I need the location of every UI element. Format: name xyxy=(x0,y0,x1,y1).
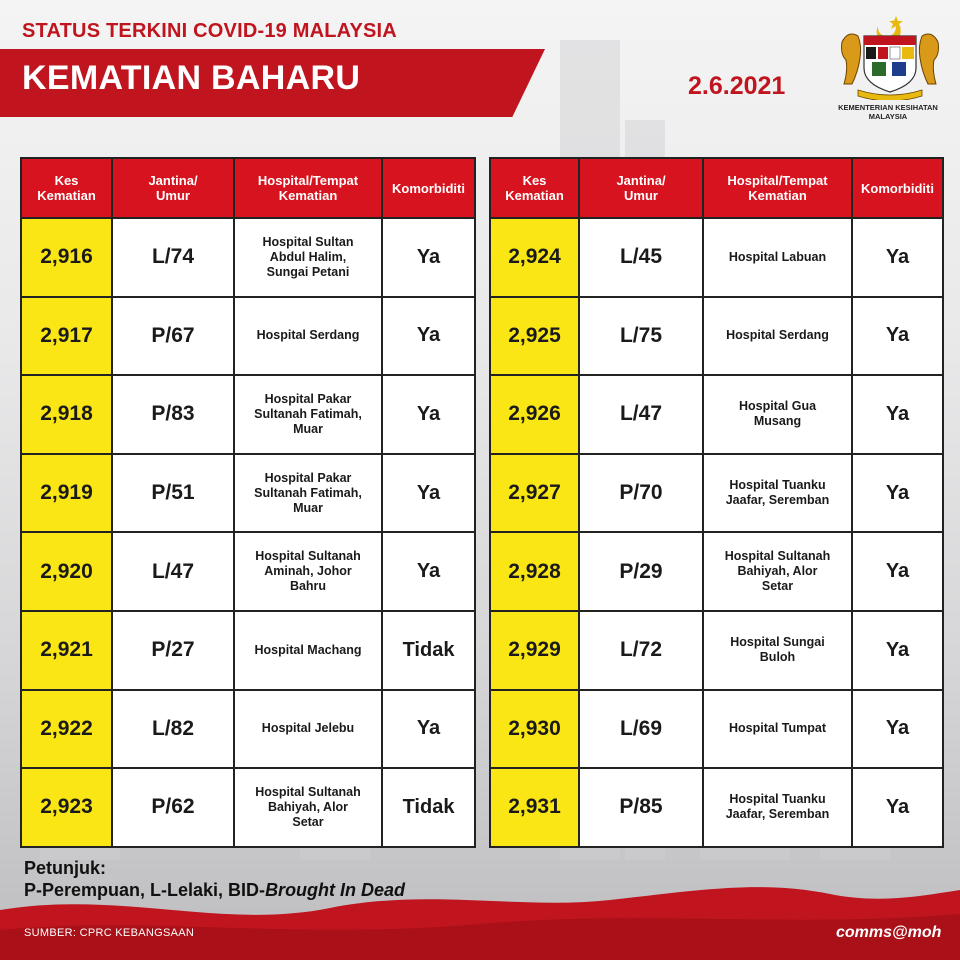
hospital-cell xyxy=(234,375,382,454)
table-row xyxy=(21,532,475,611)
hospital-cell xyxy=(703,297,852,376)
gender-age-cell: L/47 xyxy=(112,532,234,611)
header-line: Kematian xyxy=(278,188,338,203)
gender-age-cell: P/85 xyxy=(579,768,703,847)
hospital-cell xyxy=(703,375,852,454)
header-line: Kes xyxy=(54,173,79,188)
hospital-line: Hospital Machang xyxy=(254,642,362,657)
hospital-line: Hospital Pakar xyxy=(264,470,352,485)
hospital-line: Musang xyxy=(753,414,802,429)
header-line: Komorbiditi xyxy=(392,180,465,196)
hospital-line: Buloh xyxy=(759,650,796,665)
table-row xyxy=(490,218,943,297)
table-row xyxy=(490,532,943,611)
comorbid-cell: Ya xyxy=(382,375,475,454)
column-header-hospital xyxy=(234,158,382,218)
header-line: Kematian xyxy=(748,188,807,203)
comorbid-cell: Ya xyxy=(382,690,475,769)
table-row xyxy=(490,690,943,769)
hospital-line: Hospital Tuanku xyxy=(729,792,826,807)
supertitle: STATUS TERKINI COVID-19 MALAYSIA xyxy=(22,20,397,42)
table-row xyxy=(21,375,475,454)
case-number-cell: 2,926 xyxy=(490,375,579,454)
hospital-line: Bahiyah, Alor xyxy=(267,799,349,814)
hospital-line: Hospital Labuan xyxy=(728,249,827,264)
hospital-cell xyxy=(234,532,382,611)
gender-age-cell: L/69 xyxy=(579,690,703,769)
gender-age-cell: L/74 xyxy=(112,218,234,297)
gender-age-cell: P/67 xyxy=(112,297,234,376)
gender-age-cell: P/70 xyxy=(579,454,703,533)
comorbid-cell: Ya xyxy=(382,532,475,611)
hospital-cell xyxy=(703,454,852,533)
hospital-cell xyxy=(703,218,852,297)
gender-age-cell: P/51 xyxy=(112,454,234,533)
deaths-table-right xyxy=(489,157,944,848)
hospital-line: Muar xyxy=(293,500,323,515)
header-line: Kematian xyxy=(37,188,96,203)
hospital-line: Jaafar, Seremban xyxy=(725,807,830,822)
header-line: Kematian xyxy=(505,188,564,203)
case-number-cell: 2,916 xyxy=(21,218,112,297)
table-row xyxy=(21,454,475,533)
comorbid-cell: Ya xyxy=(382,218,475,297)
hospital-line: Jaafar, Seremban xyxy=(725,493,830,508)
hospital-line: Hospital Tuanku xyxy=(729,478,826,493)
hospital-line: Bahru xyxy=(289,579,327,594)
hospital-line: Aminah, Johor xyxy=(264,564,352,579)
gender-age-cell: L/47 xyxy=(579,375,703,454)
header-line: Jantina/ xyxy=(616,173,666,188)
column-header-gender-age xyxy=(579,158,703,218)
comorbid-cell: Ya xyxy=(852,297,943,376)
gender-age-cell: P/27 xyxy=(112,611,234,690)
comorbid-cell: Ya xyxy=(852,768,943,847)
hospital-cell xyxy=(234,611,382,690)
table-body xyxy=(490,218,943,847)
legend-text xyxy=(24,880,405,901)
malaysia-coat-of-arms-icon xyxy=(830,12,950,100)
header-line: Hospital/Tempat xyxy=(727,173,828,188)
comorbid-cell: Ya xyxy=(852,532,943,611)
hospital-line: Sultanah Fatimah, xyxy=(254,485,362,500)
hospital-line: Hospital Jelebu xyxy=(261,721,355,736)
legend-bid: Brought In Dead xyxy=(265,880,406,900)
hospital-cell xyxy=(234,690,382,769)
case-number-cell: 2,918 xyxy=(21,375,112,454)
header-line: Jantina/ xyxy=(148,173,198,188)
case-number-cell: 2,930 xyxy=(490,690,579,769)
case-number-cell: 2,931 xyxy=(490,768,579,847)
header-line: Kes xyxy=(522,173,547,188)
hospital-line: Hospital Pakar xyxy=(264,391,352,406)
hospital-line: Hospital Gua xyxy=(738,399,817,414)
table-row xyxy=(21,690,475,769)
hospital-cell xyxy=(234,218,382,297)
hospital-line: Hospital Serdang xyxy=(726,328,829,343)
deaths-table-left xyxy=(20,157,476,848)
hospital-cell xyxy=(703,611,852,690)
case-number-cell: 2,920 xyxy=(21,532,112,611)
table-row xyxy=(490,611,943,690)
case-number-cell: 2,921 xyxy=(21,611,112,690)
table-header-row xyxy=(21,158,475,218)
table-header-row xyxy=(490,158,943,218)
comorbid-cell: Ya xyxy=(852,611,943,690)
comorbid-cell: Ya xyxy=(382,454,475,533)
hospital-line: Hospital Serdang xyxy=(256,328,360,343)
column-header-case xyxy=(490,158,579,218)
column-header-hospital xyxy=(703,158,852,218)
header-line: Umur xyxy=(156,188,190,203)
hospital-cell xyxy=(234,454,382,533)
hospital-cell xyxy=(234,297,382,376)
table-body xyxy=(21,218,475,847)
legend-abbrev: P-Perempuan, L-Lelaki, BID- xyxy=(24,880,266,900)
gender-age-cell: L/45 xyxy=(579,218,703,297)
column-header-gender-age xyxy=(112,158,234,218)
hospital-line: Hospital Sultanah xyxy=(255,784,361,799)
comorbid-cell: Ya xyxy=(852,454,943,533)
hospital-line: Muar xyxy=(293,421,323,436)
comorbid-cell: Ya xyxy=(852,375,943,454)
case-number-cell: 2,927 xyxy=(490,454,579,533)
hospital-cell xyxy=(703,532,852,611)
source-credit: SUMBER: CPRC KEBANGSAAN xyxy=(24,927,195,939)
hospital-line: Abdul Halim, xyxy=(269,249,347,264)
column-header-comorbid xyxy=(852,158,943,218)
table-row xyxy=(21,297,475,376)
hospital-line: Setar xyxy=(292,814,324,829)
hospital-cell xyxy=(234,768,382,847)
hospital-cell xyxy=(703,690,852,769)
gender-age-cell: P/62 xyxy=(112,768,234,847)
case-number-cell: 2,928 xyxy=(490,532,579,611)
gender-age-cell: L/75 xyxy=(579,297,703,376)
case-number-cell: 2,924 xyxy=(490,218,579,297)
hospital-line: Hospital Tumpat xyxy=(729,721,826,736)
header-line: Umur xyxy=(624,188,658,203)
comorbid-cell: Ya xyxy=(852,690,943,769)
comorbid-cell: Tidak xyxy=(382,611,475,690)
gender-age-cell: L/82 xyxy=(112,690,234,769)
hospital-line: Bahiyah, Alor xyxy=(737,564,818,579)
comorbid-cell: Ya xyxy=(382,297,475,376)
case-number-cell: 2,917 xyxy=(21,297,112,376)
hospital-line: Sungai Petani xyxy=(266,264,350,279)
hospital-line: Hospital Sultan xyxy=(262,234,354,249)
table-row xyxy=(490,297,943,376)
case-number-cell: 2,923 xyxy=(21,768,112,847)
gender-age-cell: P/83 xyxy=(112,375,234,454)
comorbid-cell: Ya xyxy=(852,218,943,297)
page-title: KEMATIAN BAHARU xyxy=(22,59,361,97)
table-row xyxy=(21,768,475,847)
case-number-cell: 2,922 xyxy=(21,690,112,769)
table-row xyxy=(21,218,475,297)
hospital-line: Setar xyxy=(761,579,794,594)
ministry-name: KEMENTERIAN KESIHATAN MALAYSIA xyxy=(838,103,938,121)
table-row xyxy=(490,454,943,533)
gender-age-cell: P/29 xyxy=(579,532,703,611)
table-row xyxy=(490,768,943,847)
header-line: Komorbiditi xyxy=(861,180,934,196)
hospital-line: Hospital Sungai xyxy=(730,635,825,650)
gender-age-cell: L/72 xyxy=(579,611,703,690)
case-number-cell: 2,919 xyxy=(21,454,112,533)
brand-tag: comms@moh xyxy=(836,924,942,941)
report-date: 2.6.2021 xyxy=(688,72,786,100)
column-header-case xyxy=(21,158,112,218)
case-number-cell: 2,925 xyxy=(490,297,579,376)
hospital-line: Hospital Sultanah xyxy=(724,549,831,564)
legend-title: Petunjuk: xyxy=(24,858,107,878)
table-row xyxy=(490,375,943,454)
header-line: Hospital/Tempat xyxy=(257,173,359,188)
hospital-line: Sultanah Fatimah, xyxy=(254,406,362,421)
table-row xyxy=(21,611,475,690)
hospital-cell xyxy=(703,768,852,847)
comorbid-cell: Tidak xyxy=(382,768,475,847)
case-number-cell: 2,929 xyxy=(490,611,579,690)
hospital-line: Hospital Sultanah xyxy=(255,549,361,564)
column-header-comorbid xyxy=(382,158,475,218)
